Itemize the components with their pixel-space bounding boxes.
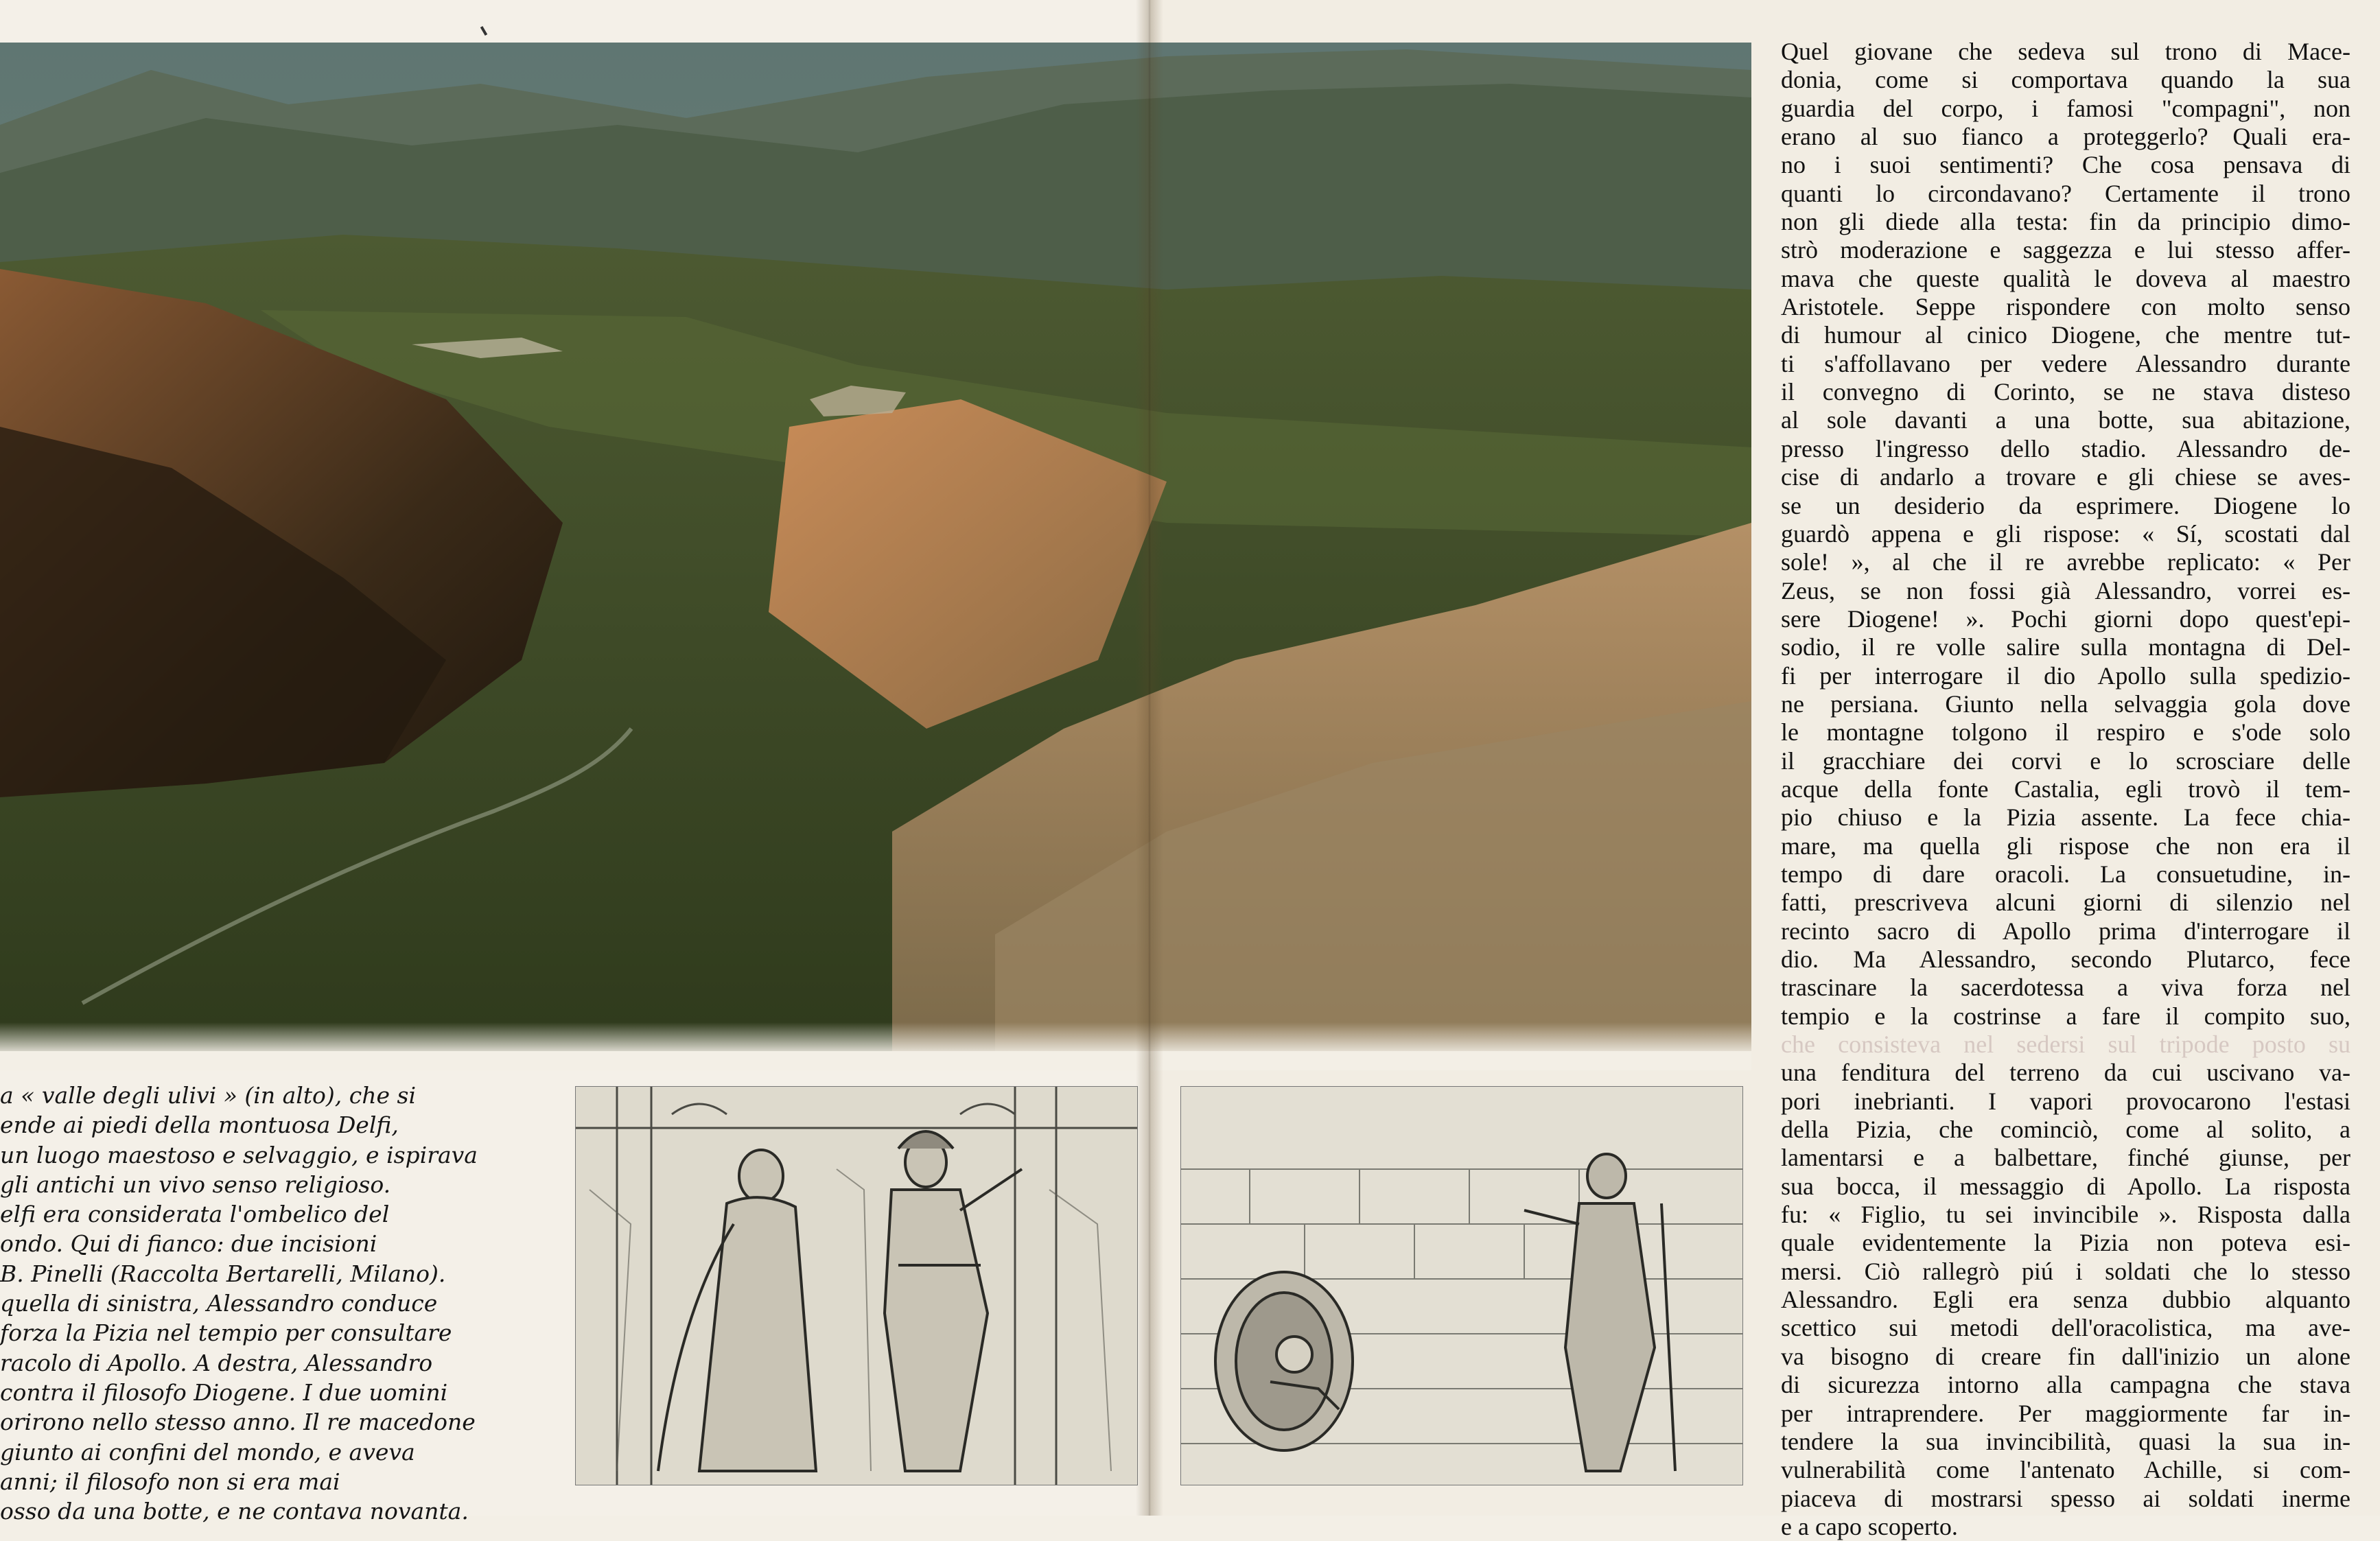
body-line: lamentarsi e a balbettare, finché giunse, per <box>1781 1144 2350 1172</box>
body-line: ti s'affollavano per vedere Alessandro durante <box>1781 349 2350 377</box>
body-line: della Pizia, che cominciò, come al solito, a <box>1781 1116 2350 1144</box>
body-line: pori inebrianti. I vapori provocarono l'estasi <box>1781 1087 2350 1115</box>
delphi-valley-photograph <box>0 43 1751 1051</box>
body-line: sole! », al che il re avrebbe replicato: « Per <box>1781 548 2350 576</box>
body-line: tempio e la costrinse a fare il compito suo, <box>1781 1002 2350 1030</box>
body-line: no i suoi sentimenti? Che cosa pensava di <box>1781 151 2350 179</box>
body-line: le montagne tolgono il respiro e s'ode solo <box>1781 718 2350 746</box>
body-line: il convegno di Corinto, se ne stava disteso <box>1781 378 2350 406</box>
caption-line: un luogo maestoso e selvaggio, e ispirava <box>0 1141 478 1168</box>
body-line: mersi. Ciò rallegrò piú i soldati che lo stesso <box>1781 1257 2350 1285</box>
body-line: sere Diogene! ». Pochi giorni dopo quest'epi- <box>1781 604 2350 633</box>
body-line: pio chiuso e la Pizia assente. La fece chia- <box>1781 803 2350 832</box>
body-line: quale evidentemente la Pizia non poteva esi- <box>1781 1229 2350 1257</box>
body-line: sua bocca, il messaggio di Apollo. La risposta <box>1781 1172 2350 1200</box>
caption-line: contra il filosofo Diogene. I due uomini <box>0 1378 448 1406</box>
caption-line: ende ai piedi della montuosa Delfi, <box>0 1111 399 1139</box>
engraving-alexander-diogenes <box>1180 1086 1743 1485</box>
body-line: tendere la sua invincibilità, quasi la sua in- <box>1781 1427 2350 1455</box>
body-line: una fenditura del terreno da cui uscivano va- <box>1781 1059 2350 1087</box>
caption-line: B. Pinelli (Raccolta Bertarelli, Milano). <box>0 1260 446 1287</box>
book-gutter <box>1136 0 1163 1516</box>
body-line: mare, ma quella gli rispose che non era il <box>1781 832 2350 860</box>
body-line: Alessandro. Egli era senza dubbio alquanto <box>1781 1286 2350 1314</box>
caption-line: osso da una botte, e ne contava novanta. <box>0 1498 469 1525</box>
photo-bottom-fade <box>0 1022 1751 1070</box>
caption-line: giunto ai confini del mondo, e aveva <box>0 1438 415 1466</box>
body-line: quanti lo circondavano? Certamente il trono <box>1781 179 2350 207</box>
caption-line: anni; il filosofo non si era mai <box>0 1468 340 1495</box>
body-line: fi per interrogare il dio Apollo sulla spedizio- <box>1781 661 2350 690</box>
body-line: e a capo scoperto. <box>1781 1512 1958 1540</box>
body-line: scettico sui metodi dell'oracolistica, ma ave- <box>1781 1314 2350 1342</box>
engraving-alexander-pythia <box>575 1086 1138 1485</box>
body-line: Quel giovane che sedeva sul trono di Mace- <box>1781 38 2350 65</box>
photo-caption <box>0 1081 549 1526</box>
body-line: al sole davanti a una botte, sua abitazione, <box>1781 406 2350 434</box>
body-line: per intraprendere. Per maggiormente far in- <box>1781 1399 2350 1427</box>
body-line: ne persiana. Giunto nella selvaggia gola dove <box>1781 690 2350 718</box>
caption-line: quella di sinistra, Alessandro conduce <box>0 1290 438 1317</box>
body-line: sodio, il re volle salire sulla montagna di Del- <box>1781 633 2350 661</box>
body-line: tempo di dare oracoli. La consuetudine, in- <box>1781 860 2350 888</box>
body-line: guardia del corpo, i famosi "compagni", non <box>1781 94 2350 122</box>
body-line: trascinare la sacerdotessa a viva forza nel <box>1781 974 2350 1002</box>
body-line: dio. Ma Alessandro, secondo Plutarco, fece <box>1781 945 2350 973</box>
body-line: di humour al cinico Diogene, che mentre tut- <box>1781 321 2350 349</box>
body-line: vulnerabilità come l'antenato Achille, si com- <box>1781 1456 2350 1484</box>
caption-line: a « valle degli ulivi » (in alto), che si <box>0 1082 417 1109</box>
article-body-text <box>1781 38 2350 1541</box>
body-line: fatti, prescriveva alcuni giorni di silenzio nel <box>1781 889 2350 917</box>
body-line: Aristotele. Seppe rispondere con molto senso <box>1781 293 2350 321</box>
caption-line: elfi era considerata l'ombelico del <box>0 1201 390 1228</box>
body-line: cise di andarlo a trovare e gli chiese se aves- <box>1781 463 2350 491</box>
caption-line: racolo di Apollo. A destra, Alessandro <box>0 1349 433 1376</box>
body-line: mava che queste qualità le doveva al maestro <box>1781 264 2350 292</box>
body-line: recinto sacro di Apollo prima d'interrogare il <box>1781 917 2350 945</box>
body-line: Zeus, se non fossi già Alessandro, vorrei es- <box>1781 576 2350 604</box>
caption-line: gli antichi un vivo senso religioso. <box>0 1171 391 1198</box>
body-line: strò moderazione e saggezza e lui stesso affer- <box>1781 236 2350 264</box>
body-line: va bisogno di creare fin dall'inizio un alone <box>1781 1342 2350 1370</box>
body-line: non gli diede alla testa: fin da principio dimo- <box>1781 208 2350 236</box>
body-line: donia, come si comportava quando la sua <box>1781 66 2350 94</box>
body-line: acque della fonte Castalia, egli trovò il tem- <box>1781 775 2350 803</box>
body-line: di sicurezza intorno alla campagna che stava <box>1781 1371 2350 1399</box>
caption-line: ondo. Qui di fianco: due incisioni <box>0 1230 377 1258</box>
body-line: piaceva di mostrarsi spesso ai soldati inerme <box>1781 1484 2350 1512</box>
body-line: il gracchiare dei corvi e lo scrosciare delle <box>1781 746 2350 775</box>
body-line: erano al suo fianco a proteggerlo? Quali era- <box>1781 123 2350 151</box>
body-line: se un desiderio da esprimere. Diogene lo <box>1781 491 2350 519</box>
body-line: presso l'ingresso dello stadio. Alessandro de- <box>1781 434 2350 462</box>
caption-line: orirono nello stesso anno. Il re macedone <box>0 1409 476 1436</box>
body-line: guardò appena e gli rispose: « Sí, scostati dal <box>1781 519 2350 548</box>
caption-line: forza la Pizia nel tempio per consultare <box>0 1319 452 1347</box>
body-line: che consisteva nel sedersi sul tripode posto su <box>1781 1031 2350 1059</box>
body-line: fu: « Figlio, tu sei invincibile ». Risposta dalla <box>1781 1201 2350 1229</box>
